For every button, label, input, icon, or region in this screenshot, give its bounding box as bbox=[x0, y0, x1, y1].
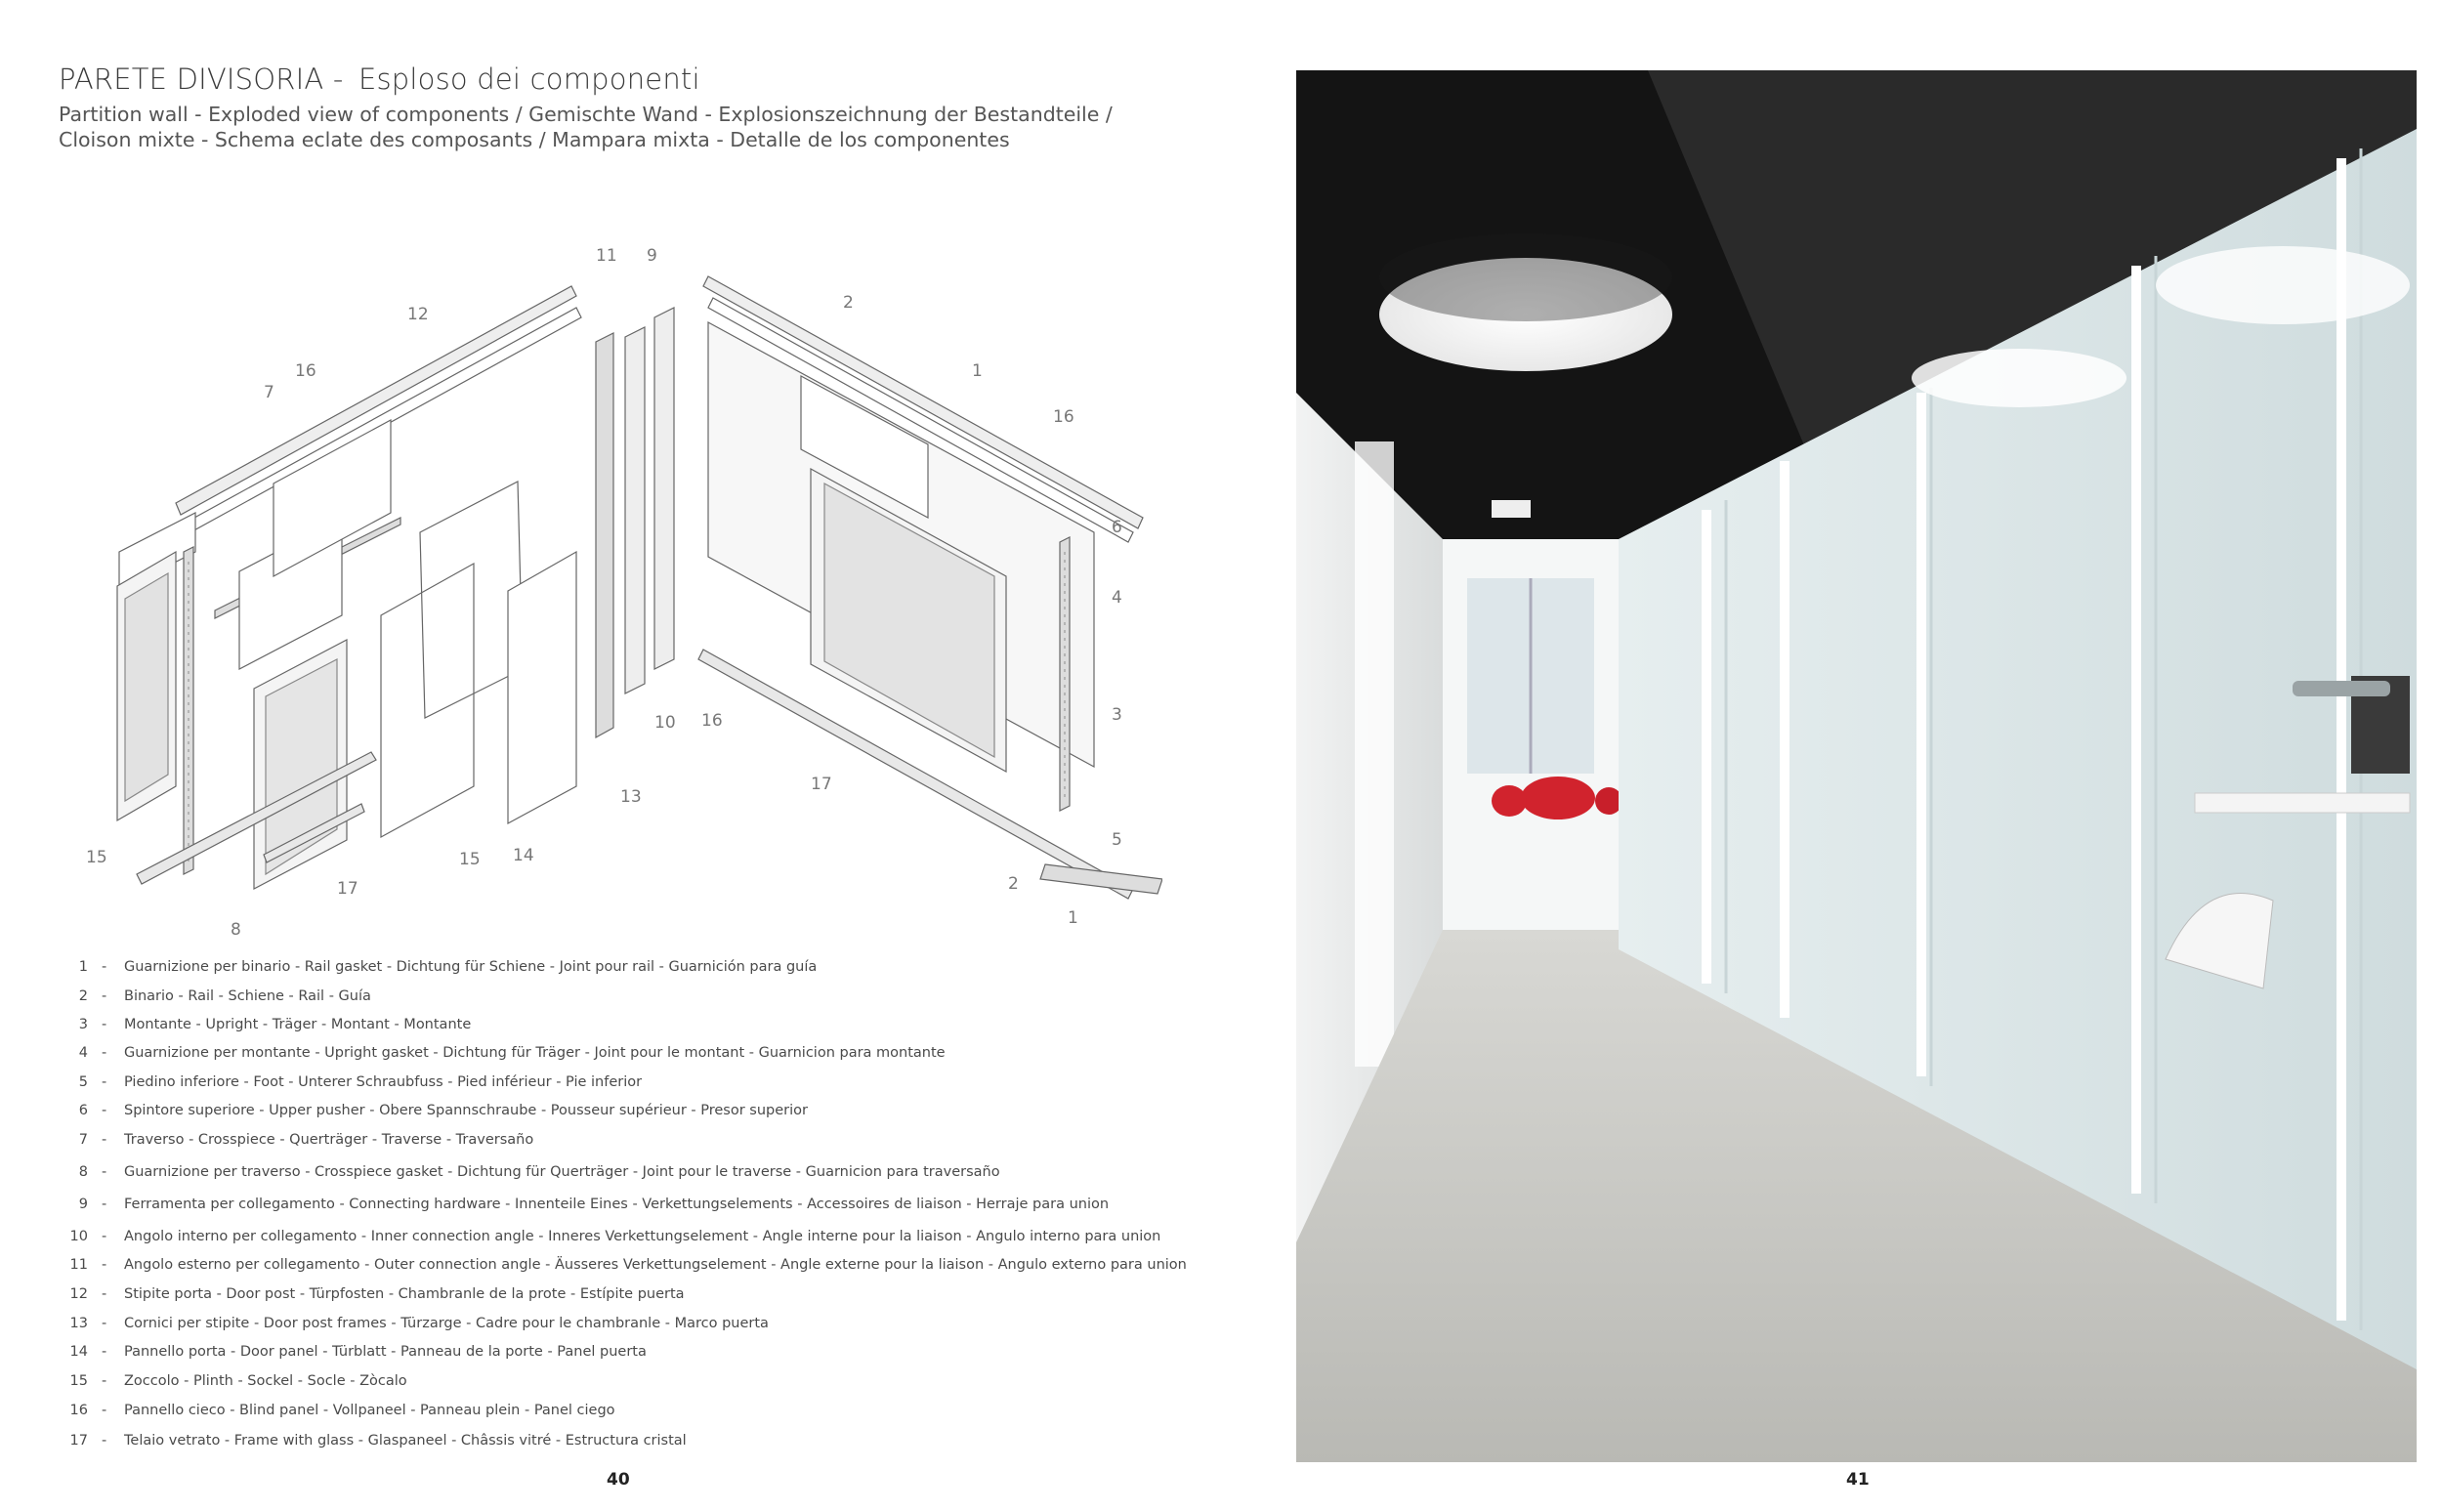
callout-4: 4 bbox=[1112, 588, 1122, 608]
callout-15-left: 15 bbox=[86, 848, 107, 867]
callout-1-top: 1 bbox=[972, 361, 983, 381]
callout-16-bottom: 16 bbox=[701, 711, 723, 731]
page-title bbox=[59, 63, 700, 96]
door-post-frames bbox=[596, 333, 613, 737]
callout-12: 12 bbox=[407, 305, 429, 324]
callout-1-bottom: 1 bbox=[1068, 908, 1078, 928]
callout-3: 3 bbox=[1112, 705, 1122, 725]
inner-connection-angle bbox=[654, 308, 674, 669]
callout-16-left: 16 bbox=[295, 361, 316, 381]
callout-13: 13 bbox=[620, 787, 642, 807]
callout-7: 7 bbox=[264, 383, 274, 402]
callout-6: 6 bbox=[1112, 518, 1122, 537]
callout-16-right: 16 bbox=[1053, 407, 1074, 427]
door-handle bbox=[2293, 681, 2390, 696]
callout-2-top: 2 bbox=[843, 293, 854, 313]
title-suffix: Esploso dei componenti bbox=[358, 63, 700, 96]
callout-9: 9 bbox=[647, 246, 657, 266]
page-number-left: 40 bbox=[607, 1470, 630, 1490]
page-subtitle bbox=[59, 102, 1113, 152]
door-leaf bbox=[508, 552, 576, 823]
page-number-right: 41 bbox=[1846, 1470, 1870, 1490]
exploded-view-diagram bbox=[78, 239, 1162, 947]
callout-8: 8 bbox=[231, 920, 241, 940]
callout-17-right: 17 bbox=[811, 775, 832, 794]
callout-17-left: 17 bbox=[337, 879, 358, 899]
foot bbox=[1040, 864, 1162, 894]
subtitle-line-2: Cloison mixte - Schema eclate des composants / Mampara mixta - Detalle de los componentes bbox=[59, 128, 1010, 151]
callout-5: 5 bbox=[1112, 830, 1122, 850]
callout-14: 14 bbox=[513, 846, 534, 865]
outer-connection-angle bbox=[625, 327, 645, 693]
title-main: PARETE DIVISORIA - bbox=[59, 63, 344, 96]
corridor-photo bbox=[1296, 70, 2417, 1462]
callout-15-center: 15 bbox=[459, 850, 481, 869]
callout-2-bottom: 2 bbox=[1008, 874, 1019, 894]
subtitle-line-1: Partition wall - Exploded view of components / Gemischte Wand - Explosionszeichnung der Bestandteile / bbox=[59, 103, 1113, 126]
callout-11: 11 bbox=[596, 246, 617, 266]
red-chair bbox=[1521, 777, 1595, 819]
callout-10: 10 bbox=[654, 713, 676, 733]
